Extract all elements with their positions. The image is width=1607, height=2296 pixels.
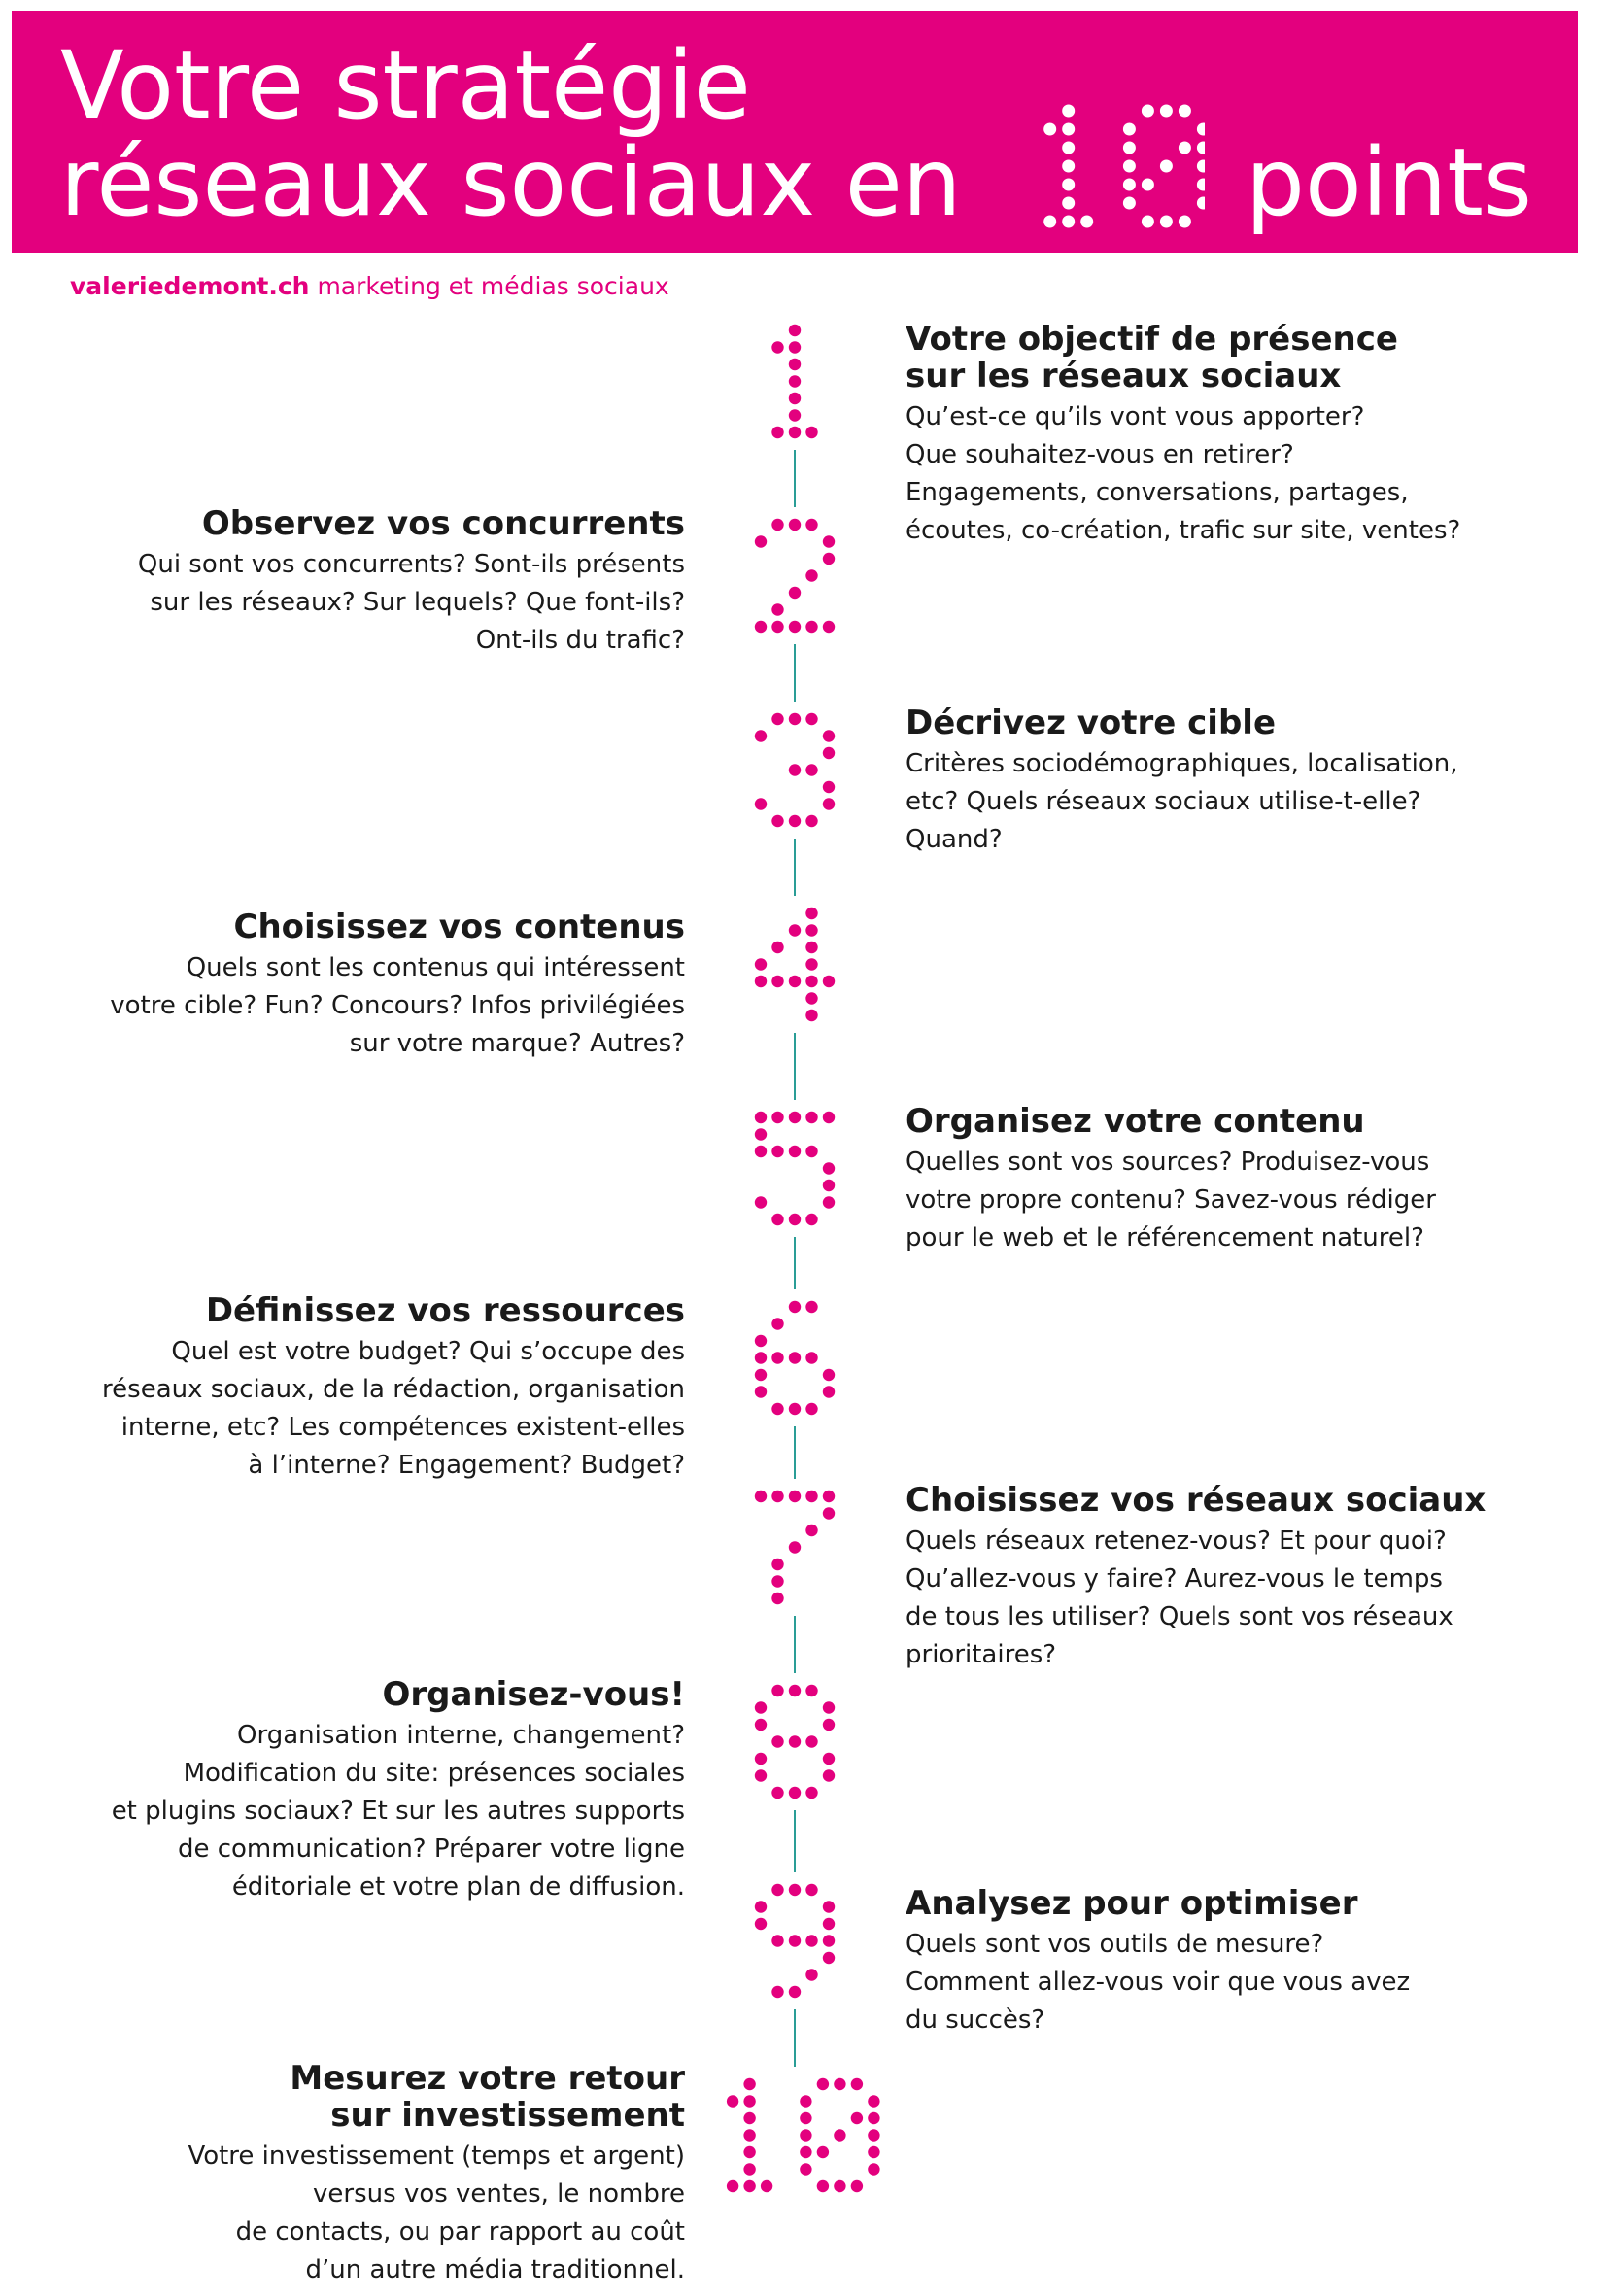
number-dot (789, 427, 801, 438)
number-dot (789, 1491, 801, 1502)
number-dot (771, 1787, 783, 1799)
number-dot (823, 1491, 835, 1502)
step-8 (39, 1676, 685, 1906)
step-text: Quelles sont vos sources? Produisez-vous votre propre contenu? Savez-vous rédiger pour le web et le référencement naturel? (906, 1148, 1436, 1252)
number-dot (755, 1901, 767, 1912)
number-dot (771, 942, 783, 953)
step-number-4 (755, 908, 835, 1021)
number-dot (771, 1214, 783, 1225)
step-title: Décrivez votre cible (906, 703, 1277, 742)
page-title-line-1: Votre stratégie (60, 31, 751, 140)
number-dot (771, 1735, 783, 1747)
number-dot (755, 730, 767, 741)
number-dot (805, 958, 817, 970)
number-dot (800, 2163, 811, 2175)
number-dot (771, 1593, 783, 1604)
number-dot (727, 2095, 738, 2107)
step-number-3 (755, 713, 835, 827)
number-dot (800, 2112, 811, 2124)
step-title: Choisissez vos contenus (233, 908, 685, 946)
step-text: Critères sociodémographiques, localisation, etc? Quels réseaux sociaux utilise-t-elle? Quand? (906, 749, 1458, 854)
number-dot (755, 1335, 767, 1347)
number-dot (789, 393, 801, 404)
number-dot (789, 519, 801, 531)
step-number-5 (755, 1112, 835, 1225)
number-dot (789, 1541, 801, 1553)
step-6 (39, 1292, 685, 1485)
number-dot (805, 1525, 817, 1536)
step-7 (906, 1482, 1508, 1674)
step-text: Qu’est-ce qu’ils vont vous apporter? Que souhaitez-vous en retirer? Engagements, conversations, partages, écoutes, co-création, trafic sur site, ventes? (906, 402, 1461, 545)
step-number-9 (755, 1884, 835, 1998)
number-dot (771, 1685, 783, 1696)
number-dot (789, 713, 801, 725)
step-10 (39, 2060, 685, 2289)
number-dot (755, 1352, 767, 1363)
number-dot (789, 1884, 801, 1896)
number-dot (823, 1369, 835, 1381)
number-dot (771, 427, 783, 438)
number-dot (789, 1146, 801, 1157)
step-title: Définissez vos ressources (205, 1291, 685, 1330)
step-title: Organisez votre contenu (906, 1102, 1365, 1141)
number-dot (805, 1403, 817, 1415)
number-dot (851, 2078, 863, 2090)
number-dot (805, 569, 817, 581)
number-dot (823, 747, 835, 759)
number-dot (755, 1769, 767, 1781)
number-dot (823, 1701, 835, 1713)
number-dot (868, 2163, 879, 2175)
number-dot (771, 815, 783, 827)
number-dot (755, 1196, 767, 1208)
number-dot (823, 621, 835, 633)
number-dot (805, 1685, 817, 1696)
number-dot (789, 1735, 801, 1747)
number-dot (743, 2095, 755, 2107)
number-dot (800, 2095, 811, 2107)
number-dot (771, 1112, 783, 1123)
number-dot (823, 798, 835, 809)
number-dot (800, 2129, 811, 2141)
step-9 (906, 1885, 1508, 2039)
number-dot (771, 1575, 783, 1587)
number-dot (755, 1386, 767, 1397)
page-title-line-2: réseaux sociaux en (60, 128, 962, 237)
number-dot (743, 2112, 755, 2124)
step-title: Votre objectif de présence sur les réseaux sociaux (906, 320, 1398, 395)
step-2 (39, 505, 685, 660)
number-dot (755, 798, 767, 809)
number-dot (755, 1491, 767, 1502)
number-dot (755, 1918, 767, 1930)
number-dot (771, 1403, 783, 1415)
number-dot (805, 1301, 817, 1313)
number-dot (789, 1352, 801, 1363)
number-dot (817, 2146, 829, 2158)
number-dot (789, 359, 801, 370)
number-dot (771, 1318, 783, 1329)
number-dot (771, 519, 783, 531)
number-dot (789, 1301, 801, 1313)
number-dot (823, 781, 835, 793)
number-dot (755, 1719, 767, 1731)
step-text: Quels réseaux retenez-vous? Et pour quoi? Qu’allez-vous y faire? Aurez-vous le temps de tous les utiliser? Quels sont vos réseaux prioritaires? (906, 1526, 1453, 1669)
number-dot (805, 713, 817, 725)
number-dot (805, 1010, 817, 1021)
step-4 (39, 908, 685, 1063)
number-dot (771, 621, 783, 633)
number-dot (771, 1986, 783, 1998)
number-dot (800, 2146, 811, 2158)
number-dot (823, 1753, 835, 1765)
number-dot (755, 1369, 767, 1381)
number-dot (771, 1491, 783, 1502)
number-dot (823, 976, 835, 987)
step-5 (906, 1103, 1508, 1257)
step-title: Organisez-vous! (382, 1675, 685, 1714)
step-text: Quels sont vos outils de mesure? Comment allez-vous voir que vous avez du succès? (906, 1930, 1411, 2035)
number-dot (805, 1935, 817, 1946)
number-dot (805, 815, 817, 827)
number-dot (851, 2180, 863, 2192)
number-dot (789, 1112, 801, 1123)
number-dot (771, 603, 783, 615)
number-dot (805, 1969, 817, 1980)
number-dot (743, 2129, 755, 2141)
number-dot (823, 1952, 835, 1964)
number-dot (805, 924, 817, 936)
number-dot (789, 1787, 801, 1799)
number-dot (805, 992, 817, 1004)
page-title-line-2-end: points (1246, 128, 1532, 237)
number-dot (771, 1146, 783, 1157)
step-title: Choisissez vos réseaux sociaux (906, 1481, 1487, 1520)
number-dot (743, 2180, 755, 2192)
number-dot (805, 976, 817, 987)
step-number-7 (755, 1491, 835, 1604)
number-dot (755, 1753, 767, 1765)
number-dot (805, 1352, 817, 1363)
number-dot (789, 1403, 801, 1415)
number-dot (789, 621, 801, 633)
number-dot (771, 1884, 783, 1896)
number-dot (823, 1162, 835, 1174)
number-dot (789, 587, 801, 599)
number-dot (743, 2078, 755, 2090)
number-dot (805, 1884, 817, 1896)
number-dot (868, 2129, 879, 2141)
number-dot (834, 2078, 845, 2090)
brand-link[interactable]: valeriedemont.ch (70, 272, 310, 300)
number-dot (868, 2095, 879, 2107)
step-1 (906, 321, 1508, 550)
number-dot (789, 924, 801, 936)
number-dot (823, 1769, 835, 1781)
number-dot (789, 764, 801, 775)
number-dot (789, 409, 801, 421)
number-dot (823, 1918, 835, 1930)
number-dot (823, 1112, 835, 1123)
step-text: Votre investissement (temps et argent) versus vos ventes, le nombre de contacts, ou par rapport au coût d’un autre média traditionnel. (188, 2142, 685, 2284)
number-dot (805, 621, 817, 633)
number-dot (851, 2112, 863, 2124)
number-dot (755, 1701, 767, 1713)
number-dot (805, 1146, 817, 1157)
number-dot (789, 1935, 801, 1946)
number-dot (789, 341, 801, 353)
step-text: Organisation interne, changement? Modification du site: présences sociales et plugins sociaux? Et sur les autres supports de communication? Préparer votre ligne éditoriale et votre plan de diffusion. (111, 1721, 685, 1902)
number-dot (755, 535, 767, 547)
number-dot (789, 375, 801, 387)
number-dot (771, 1352, 783, 1363)
number-dot (805, 519, 817, 531)
number-dot (805, 1787, 817, 1799)
number-dot (805, 1214, 817, 1225)
number-dot (805, 942, 817, 953)
number-dot (743, 2163, 755, 2175)
number-dot (755, 976, 767, 987)
number-dot (823, 535, 835, 547)
number-dot (805, 908, 817, 919)
tagline: marketing et médias sociaux (317, 272, 669, 300)
number-dot (755, 1112, 767, 1123)
number-dot (789, 976, 801, 987)
step-title: Analysez pour optimiser (906, 1884, 1358, 1923)
number-dot (789, 1685, 801, 1696)
number-dot (755, 1128, 767, 1140)
step-title: Observez vos concurrents (201, 504, 685, 543)
step-3 (906, 704, 1508, 859)
number-dot (834, 2180, 845, 2192)
number-dot (834, 2129, 845, 2141)
step-title: Mesurez votre retour sur investissement (290, 2059, 685, 2135)
number-dot (823, 1719, 835, 1731)
number-dot (817, 2078, 829, 2090)
number-dot (727, 2180, 738, 2192)
number-dot (755, 621, 767, 633)
number-dot (805, 1491, 817, 1502)
number-dot (743, 2146, 755, 2158)
number-dot (789, 815, 801, 827)
number-dot (823, 553, 835, 565)
number-dot (823, 730, 835, 741)
number-dot (789, 1214, 801, 1225)
number-dot (823, 1901, 835, 1912)
step-number-6 (755, 1301, 835, 1415)
number-dot (823, 1507, 835, 1519)
number-dot (771, 341, 783, 353)
step-number-1 (771, 325, 817, 438)
number-dot (805, 1112, 817, 1123)
number-dot (755, 958, 767, 970)
step-number-2 (755, 519, 835, 633)
number-dot (771, 1559, 783, 1570)
number-dot (789, 325, 801, 336)
number-dot (761, 2180, 772, 2192)
step-text: Quel est votre budget? Qui s’occupe des réseaux sociaux, de la rédaction, organisation interne, etc? Les compétences existent-elles à l’interne? Engagement? Budget? (102, 1337, 685, 1480)
number-dot (755, 1146, 767, 1157)
number-dot (823, 1935, 835, 1946)
step-number-8 (755, 1685, 835, 1799)
number-dot (805, 1735, 817, 1747)
number-dot (868, 2112, 879, 2124)
number-dot (823, 1180, 835, 1191)
number-dot (805, 427, 817, 438)
step-text: Quels sont les contenus qui intéressent votre cible? Fun? Concours? Infos privilégiées sur votre marque? Autres? (110, 953, 685, 1058)
number-dot (823, 1386, 835, 1397)
step-number-10 (727, 2078, 880, 2192)
number-dot (771, 1935, 783, 1946)
number-dot (805, 764, 817, 775)
step-text: Qui sont vos concurrents? Sont-ils présents sur les réseaux? Sur lequels? Que font-ils? Ont-ils du trafic? (137, 550, 685, 655)
number-dot (789, 1986, 801, 1998)
number-dot (817, 2180, 829, 2192)
number-dot (868, 2146, 879, 2158)
number-dot (771, 713, 783, 725)
number-dot (771, 976, 783, 987)
number-dot (823, 1196, 835, 1208)
